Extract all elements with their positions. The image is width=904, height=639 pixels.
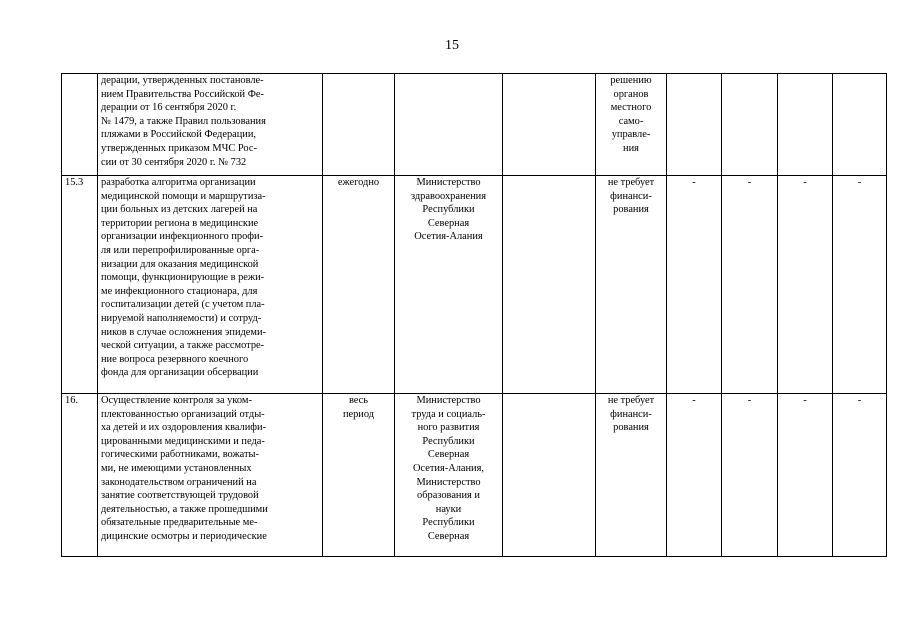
- financing-source-cell: [596, 394, 667, 557]
- financing-text-line: рования: [613, 204, 649, 216]
- task-text-line: нием Правительства Российской Фе-: [101, 88, 264, 100]
- task-text-line: обязательные предварительные ме-: [101, 517, 258, 529]
- task-text-line: ников в случае осложнения эпидеми-: [101, 326, 266, 338]
- task-text-line: плектованностью организаций отды-: [101, 408, 265, 420]
- task-text-line: Осуществление контроля за уком-: [101, 395, 252, 406]
- financing-text-line: рования: [613, 422, 649, 434]
- executor-text-line: Республики: [422, 204, 475, 216]
- task-text-line: территории региона в медицинские: [101, 217, 259, 229]
- executor-text-line: ного развития: [417, 422, 480, 434]
- task-text-line: деятельностью, а также прошедшими: [101, 503, 268, 515]
- executor-text-line: здравоохранения: [410, 190, 487, 202]
- item-number-cell: 15.3: [62, 176, 98, 394]
- task-text-line: цированными медицинскими и педа-: [101, 435, 265, 447]
- task-text-line: утвержденных приказом МЧС Рос-: [101, 142, 257, 154]
- task-text-line: разработка алгоритма организации: [101, 177, 256, 188]
- item-number-cell: [62, 74, 98, 176]
- task-text-line: ческой ситуации, а также рассмотре-: [101, 340, 265, 352]
- financing-text-line: не требует: [607, 395, 655, 406]
- task-text-line: пляжами в Российской Федерации,: [101, 129, 257, 141]
- financing-amount-cell: -: [833, 176, 887, 394]
- period-text-line: период: [342, 408, 375, 420]
- executor-text-line: Республики: [422, 517, 475, 529]
- financing-amount-cell: -: [667, 394, 722, 557]
- executor-text-line: Северная: [427, 449, 470, 461]
- executor-text-line: Северная: [427, 530, 470, 542]
- financing-amount-cell: [833, 74, 887, 176]
- financing-amount-cell: -: [833, 394, 887, 557]
- executor-cell: [395, 176, 503, 394]
- executor-text-line: труда и социаль-: [411, 408, 486, 420]
- task-text-line: законодательством ограничений на: [101, 476, 257, 488]
- table-row: [62, 394, 887, 557]
- result-cell: [503, 74, 596, 176]
- measures-table: [61, 73, 887, 557]
- executor-text-line: науки: [435, 503, 462, 515]
- task-description-cell: [98, 74, 323, 176]
- task-text-line: сии от 30 сентября 2020 г. № 732: [101, 156, 247, 168]
- executor-text-line: Осетия-Алания: [414, 231, 483, 243]
- financing-text-line: финанси-: [610, 190, 652, 202]
- financing-text-line: органов: [613, 88, 649, 100]
- task-text-line: помощи, функционирующие в режи-: [101, 272, 265, 284]
- task-text-line: дерации, утвержденных постановле-: [101, 75, 264, 86]
- financing-text-line: ния: [623, 142, 639, 154]
- task-text-line: ние вопроса резервного коечного: [101, 353, 249, 365]
- executor-cell: [395, 74, 503, 176]
- executor-cell: [395, 394, 503, 557]
- task-description-cell: [98, 394, 323, 557]
- financing-text-line: управле-: [611, 129, 651, 141]
- task-text-line: ции больных из детских лагерей на: [101, 204, 258, 216]
- financing-amount-cell: [722, 74, 778, 176]
- task-text-line: дерации от 16 сентября 2020 г.: [101, 102, 237, 114]
- financing-text-line: не требует: [607, 177, 655, 188]
- task-text-line: дицинские осмотры и периодические: [101, 530, 267, 542]
- task-description-cell: [98, 176, 323, 394]
- task-text-line: фонда для организации обсервации: [101, 367, 259, 379]
- financing-text-line: финанси-: [610, 408, 652, 420]
- financing-amount-cell: -: [722, 176, 778, 394]
- financing-text-line: решению: [610, 75, 652, 86]
- financing-source-cell: [596, 74, 667, 176]
- task-text-line: занятие соответствующей трудовой: [101, 490, 259, 502]
- item-number-cell: 16.: [62, 394, 98, 557]
- financing-amount-cell: -: [722, 394, 778, 557]
- period-cell: [323, 394, 395, 557]
- executor-text-line: Северная: [427, 217, 470, 229]
- financing-source-cell: [596, 176, 667, 394]
- task-text-line: нируемой наполняемости) и сотруд-: [101, 312, 262, 324]
- task-text-line: низации для оказания медицинской: [101, 258, 259, 270]
- table-row: [62, 74, 887, 176]
- financing-amount-cell: [667, 74, 722, 176]
- financing-amount-cell: [778, 74, 833, 176]
- result-cell: [503, 176, 596, 394]
- financing-amount-cell: -: [778, 394, 833, 557]
- task-text-line: медицинской помощи и маршрутиза-: [101, 190, 266, 202]
- result-cell: [503, 394, 596, 557]
- task-text-line: госпитализации детей (с учетом пла-: [101, 299, 265, 311]
- task-text-line: организации инфекционного профи-: [101, 231, 264, 243]
- period-text-line: весь: [348, 395, 369, 406]
- task-text-line: ме инфекционного стационара, для: [101, 285, 258, 297]
- task-text-line: № 1479, а также Правил пользования: [101, 115, 266, 127]
- period-text-line: ежегодно: [337, 177, 380, 188]
- task-text-line: ми, не имеющими установленных: [101, 462, 252, 474]
- task-text-line: гогическими работниками, вожаты-: [101, 449, 259, 461]
- executor-text-line: образования и: [417, 490, 480, 502]
- table-row: [62, 176, 887, 394]
- executor-text-line: Министерство: [416, 476, 481, 488]
- period-cell: [323, 176, 395, 394]
- financing-amount-cell: -: [667, 176, 722, 394]
- executor-text-line: Осетия-Алания,: [413, 462, 484, 474]
- task-text-line: ха детей и их оздоровления квалифи-: [101, 422, 267, 434]
- financing-amount-cell: -: [778, 176, 833, 394]
- financing-text-line: местного: [610, 102, 652, 114]
- task-text-line: ля или перепрофилированные орга-: [101, 244, 260, 256]
- period-cell: [323, 74, 395, 176]
- executor-text-line: Министерство: [416, 177, 481, 188]
- financing-text-line: само-: [618, 115, 644, 127]
- executor-text-line: Республики: [422, 435, 475, 447]
- executor-text-line: Министерство: [416, 395, 481, 406]
- page-number: 15: [445, 38, 459, 53]
